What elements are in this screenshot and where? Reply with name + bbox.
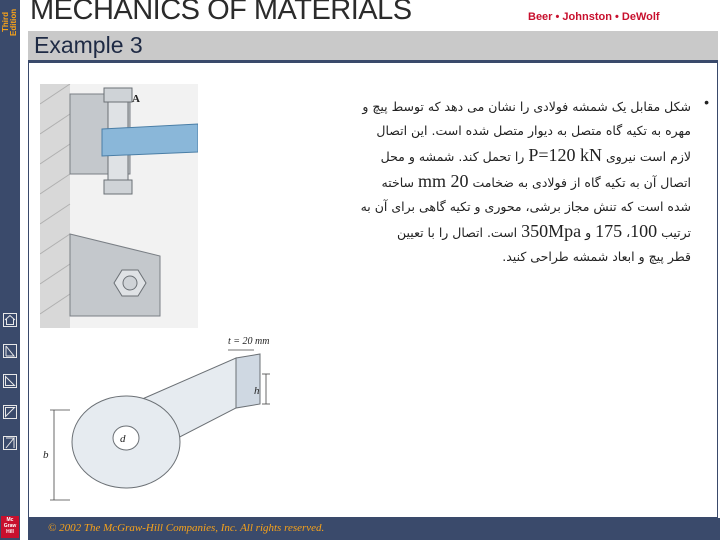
previous-slide-icon	[4, 375, 16, 387]
home-icon	[4, 314, 16, 326]
lower-bracket	[70, 234, 160, 316]
home-nav-button[interactable]	[3, 313, 17, 327]
bearing-stress-value: 350Mpa	[521, 221, 582, 241]
course-title: MECHANICS OF MATERIALS	[30, 0, 412, 26]
problem-line-4	[261, 169, 691, 195]
text-run: را تحمل کند. شمشه و محل	[380, 149, 529, 164]
problem-line-7: قطر پیچ و ابعاد شمشه طراحی کنید.	[502, 249, 691, 264]
steel-bar	[102, 124, 198, 156]
b-label: b	[43, 449, 49, 461]
slide-title: Example 3	[34, 32, 143, 58]
eye-bar-figure	[40, 330, 300, 516]
authors-line: Beer • Johnston • DeWolf	[528, 11, 660, 23]
slide-title-bar	[28, 31, 718, 62]
problem-line-1: شکل مقابل یک شمشه فولادی را نشان می دهد که توسط پیچ و	[362, 99, 691, 114]
h-label: h	[254, 385, 260, 397]
bolt-head	[104, 88, 132, 102]
text-run: ،	[622, 225, 631, 240]
problem-line-6	[261, 219, 691, 245]
thickness-value: 20 mm	[417, 171, 469, 191]
wall	[40, 84, 70, 328]
text-run: ترتیب	[657, 225, 691, 240]
first-slide-icon	[4, 345, 16, 357]
text-run: اتصال آن به تکیه گاه از فولادی به ضخامت	[468, 175, 691, 190]
problem-line-3	[261, 143, 691, 169]
bar-end-face	[236, 354, 260, 408]
mcgraw-hill-logo: Mc Graw Hill	[1, 516, 19, 538]
d-label: d	[120, 433, 126, 445]
eye-bar-drawing	[40, 330, 300, 516]
problem-line-2: مهره به تکیه گاه متصل به دیوار متصل شده است. این اتصال	[376, 123, 691, 138]
nut	[104, 180, 132, 194]
bolt-hole	[113, 426, 139, 450]
last-slide-icon	[4, 437, 16, 449]
axial-stress-value: 175	[595, 221, 623, 241]
problem-line-5: شده است که تنش مجاز برشی، محوری و تکیه گاهی برای آن به	[360, 199, 691, 214]
next-slide-icon	[4, 406, 16, 418]
thickness-label: t = 20 mm	[228, 336, 270, 347]
bolt-end	[123, 276, 137, 290]
shear-stress-value: 100	[630, 221, 658, 241]
label-a: A	[132, 93, 140, 105]
bolt-bracket-figure	[40, 84, 198, 328]
copyright-notice: © 2002 The McGraw-Hill Companies, Inc. All rights reserved.	[48, 522, 325, 534]
bolt-bracket-drawing	[40, 84, 198, 328]
bullet-marker: •	[704, 94, 709, 110]
next-slide-button[interactable]	[3, 405, 17, 419]
text-run: ساخته	[381, 175, 418, 190]
last-slide-button[interactable]	[3, 436, 17, 450]
problem-statement	[261, 95, 691, 269]
first-slide-button[interactable]	[3, 344, 17, 358]
left-sidebar	[0, 0, 20, 540]
previous-slide-button[interactable]	[3, 374, 17, 388]
edition-label: Third Edition	[1, 8, 18, 36]
footer-bar	[28, 518, 720, 540]
text-run: لازم است نیروی	[601, 149, 691, 164]
load-value: P=120 kN	[528, 145, 602, 165]
text-run: است. اتصال را با تعیین	[397, 225, 522, 240]
text-run: و	[581, 225, 596, 240]
